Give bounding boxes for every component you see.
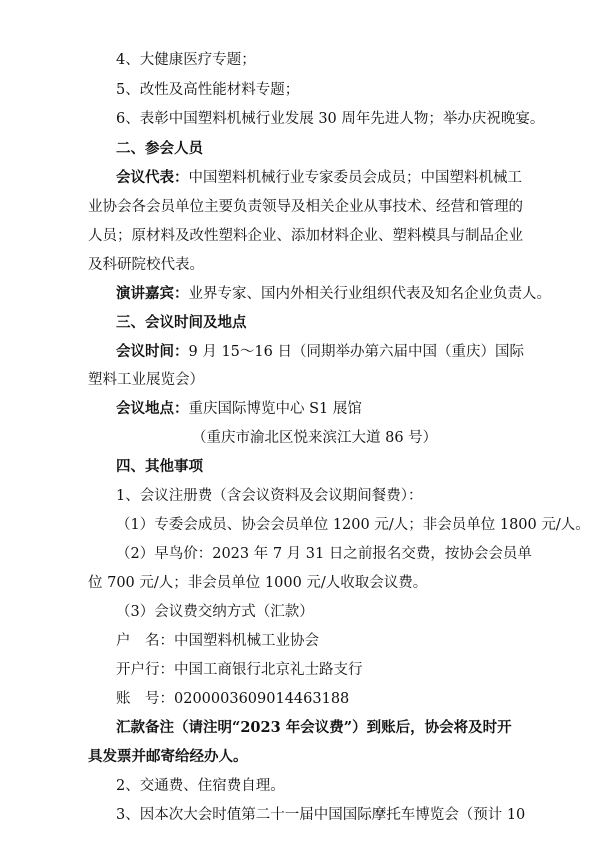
other-item-3: 3、因本次大会时值第二十一届中国国际摩托车博览会（预计 10 xyxy=(116,807,526,823)
list-item: 4、大健康医疗专题； xyxy=(116,52,256,68)
delegates-label: 会议代表： xyxy=(116,169,189,186)
section-heading-other: 四、其他事项 xyxy=(116,458,203,475)
delegates-line-1 xyxy=(116,168,522,188)
section-heading-time-place: 三、会议时间及地点 xyxy=(116,314,247,331)
time-label: 会议时间： xyxy=(116,343,189,360)
delegates-text: 中国塑料机械行业专家委员会成员；中国塑料机械工 xyxy=(188,170,522,186)
time-text: 9 月 15～16 日（同期举办第六届中国（重庆）国际 xyxy=(188,344,524,360)
list-item: 5、改性及高性能材料专题； xyxy=(116,82,300,98)
remittance-note-line-1: 汇款备注（请注明“2023 年会议费”）到账后，协会将及时开 xyxy=(116,719,512,736)
speakers-label: 演讲嘉宾： xyxy=(116,285,189,302)
delegates-line-2: 业协会各会员单位主要负责领导及相关企业从事技术、经营和管理的 xyxy=(88,199,523,215)
bank-name: 开户行：中国工商银行北京礼士路支行 xyxy=(116,662,363,678)
other-item-2: 2、交通费、住宿费自理。 xyxy=(116,778,285,794)
fee-item-2-line-2: 位 700 元/人；非会员单位 1000 元/人收取会议费。 xyxy=(88,575,428,591)
delegates-line-4: 及科研院校代表。 xyxy=(88,257,204,273)
speakers-line xyxy=(116,284,551,304)
time-line-2: 塑料工业展览会） xyxy=(88,372,204,388)
place-line xyxy=(116,399,362,419)
fee-item-3: （3）会议费交纳方式（汇款） xyxy=(116,604,314,620)
section-heading-attendees: 二、参会人员 xyxy=(116,140,203,157)
remittance-note-line-2: 具发票并邮寄给经办人。 xyxy=(88,748,248,765)
place-text: 重庆国际博览中心 S1 展馆 xyxy=(188,401,362,417)
delegates-line-3: 人员；原材料及改性塑料企业、添加材料企业、塑料模具与制品企业 xyxy=(88,228,523,244)
time-line-1 xyxy=(116,342,524,362)
fee-title: 1、会议注册费（含会议资料及会议期间餐费）： xyxy=(116,488,423,504)
fee-item-1: （1）专委会成员、协会会员单位 1200 元/人；非会员单位 1800 元/人。 xyxy=(116,517,590,533)
place-label: 会议地点： xyxy=(116,400,189,417)
account-number: 账 号：0200003609014463188 xyxy=(116,691,350,707)
address-line: （重庆市渝北区悦来滨江大道 86 号） xyxy=(192,430,438,446)
list-item: 6、表彰中国塑料机械行业发展 30 周年先进人物；举办庆祝晚宴。 xyxy=(116,111,545,127)
account-name: 户 名：中国塑料机械工业协会 xyxy=(116,633,319,649)
fee-item-2-line-1: （2）早鸟价：2023 年 7 月 31 日之前报名交费，按协会会员单 xyxy=(116,546,532,562)
speakers-text: 业界专家、国内外相关行业组织代表及知名企业负责人。 xyxy=(188,286,551,302)
